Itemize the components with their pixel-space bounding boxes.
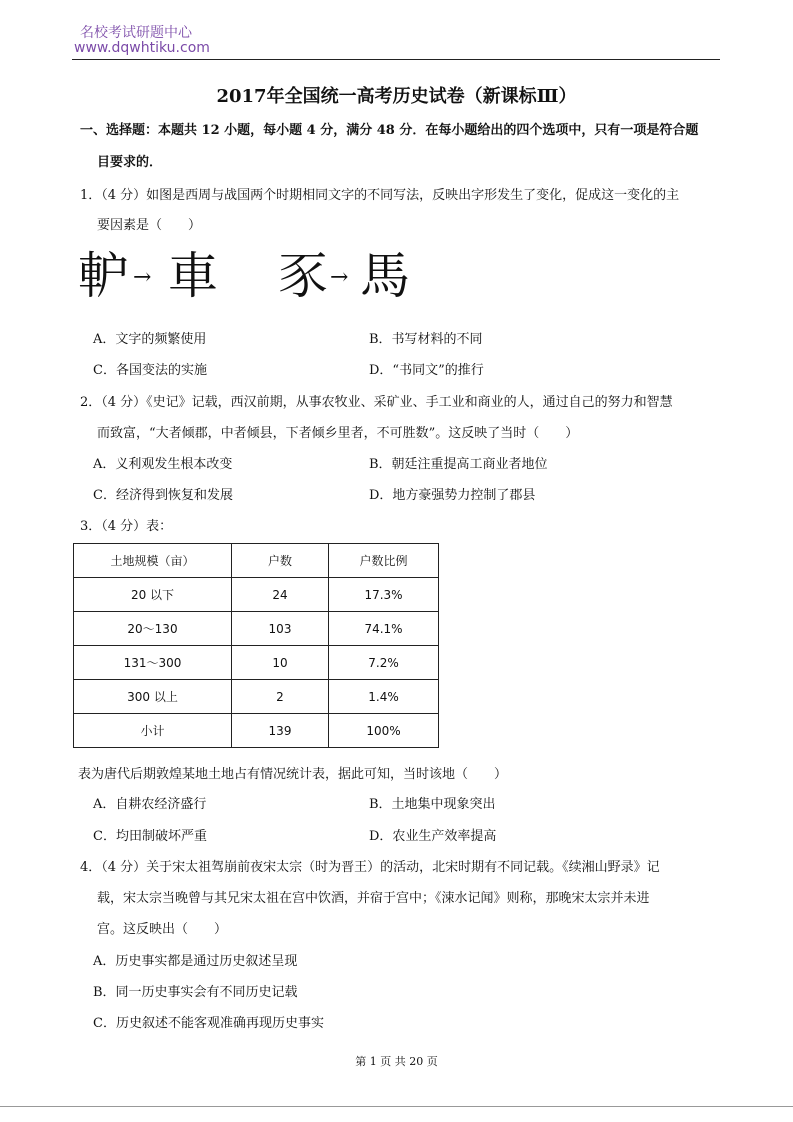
page-title: 2017年全国统一高考历史试卷（新课标Ⅲ） [216,86,577,107]
page-number: 第 1 页 共 20 页 [355,1055,438,1068]
arrow-icon: → [133,265,152,290]
q2-option-b[interactable]: B．朝廷注重提高工商业者地位 [369,457,548,472]
table-header: 户数 [232,544,329,578]
table-cell: 139 [232,714,329,748]
q2-stem-line2: 而致富，“大者倾郡，中者倾县，下者倾乡里者，不可胜数”。这反映了当时（ ） [97,426,579,441]
table-cell: 103 [232,612,329,646]
table-row [74,578,439,612]
q4-stem-line2: 载，宋太宗当晚曾与其兄宋太祖在宫中饮酒，并宿于宫中；《涑水记闻》则称，那晚宋太宗并未进 [97,891,650,906]
table-cell: 20 以下 [74,578,232,612]
new-horse-glyph: 馬 [360,247,410,305]
table-row [74,680,439,714]
q2-option-a[interactable]: A．义利观发生根本改变 [93,457,233,472]
old-cart-glyph: 䡎 [78,247,128,305]
q3-option-c[interactable]: C．均田制破坏严重 [93,829,207,844]
section-heading-line2: 目要求的． [97,155,163,170]
q3-option-b[interactable]: B．土地集中现象突出 [369,797,496,812]
q2-stem-line1: 2．（4 分）《史记》记载，西汉前期，从事农牧业、采矿业、手工业和商业的人，通过自己的努力和智慧 [80,395,673,410]
q3-option-a[interactable]: A．自耕农经济盛行 [93,797,207,812]
q3-stem: 3．（4 分）表： [80,519,173,534]
q2-option-d[interactable]: D．地方豪强势力控制了郡县 [369,488,536,503]
table-cell: 24 [232,578,329,612]
table-cell: 2 [232,680,329,714]
q1-stem-line2: 要因素是（ ） [97,218,202,233]
table-cell: 131～300 [74,646,232,680]
q2-option-c[interactable]: C．经济得到恢复和发展 [93,488,233,503]
table-cell: 100% [329,714,439,748]
q4-option-b[interactable]: B．同一历史事实会有不同历史记载 [93,985,298,1000]
table-cell: 7.2% [329,646,439,680]
new-cart-glyph: 車 [168,247,218,305]
bottom-divider [0,1106,793,1107]
old-horse-glyph: 豕 [278,247,328,305]
q4-stem-line1: 4．（4 分）关于宋太祖驾崩前夜宋太宗（时为晋王）的活动，北宋时期有不同记载。《续湘山野录》记 [80,860,660,875]
site-name: 名校考试研题中心 [80,25,192,41]
table-cell: 17.3% [329,578,439,612]
land-distribution-table [73,543,439,748]
header-divider [72,59,720,60]
table-cell: 20～130 [74,612,232,646]
site-url[interactable]: www.dqwhtiku.com [74,40,210,56]
table-row [74,612,439,646]
table-cell: 10 [232,646,329,680]
table-row [74,714,439,748]
q1-stem-line1: 1．（4 分）如图是西周与战国两个时期相同文字的不同写法，反映出字形发生了变化，促成这一变化的主 [80,188,680,203]
table-cell: 小计 [74,714,232,748]
table-header: 土地规模（亩） [74,544,232,578]
table-cell: 74.1% [329,612,439,646]
q1-option-d[interactable]: D．“书同文”的推行 [369,363,484,378]
q1-option-c[interactable]: C．各国变法的实施 [93,363,207,378]
q3-option-d[interactable]: D．农业生产效率提高 [369,829,497,844]
table-cell: 1.4% [329,680,439,714]
q1-figure [78,248,408,310]
table-header: 户数比例 [329,544,439,578]
table-row [74,646,439,680]
q3-after-text: 表为唐代后期敦煌某地土地占有情况统计表，据此可知，当时该地（ ） [78,767,508,782]
q1-option-b[interactable]: B．书写材料的不同 [369,332,483,347]
arrow-icon: → [330,265,349,290]
table-cell: 300 以上 [74,680,232,714]
q4-option-a[interactable]: A．历史事实都是通过历史叙述呈现 [93,954,298,969]
section-heading-line1: 一、选择题：本题共 12 小题，每小题 4 分，满分 48 分．在每小题给出的四个选项中，只有一项是符合题 [80,123,699,138]
q4-option-c[interactable]: C．历史叙述不能客观准确再现历史事实 [93,1016,324,1031]
q4-stem-line3: 宫。这反映出（ ） [97,922,228,937]
q1-option-a[interactable]: A．文字的频繁使用 [93,332,207,347]
table-header-row [74,544,439,578]
